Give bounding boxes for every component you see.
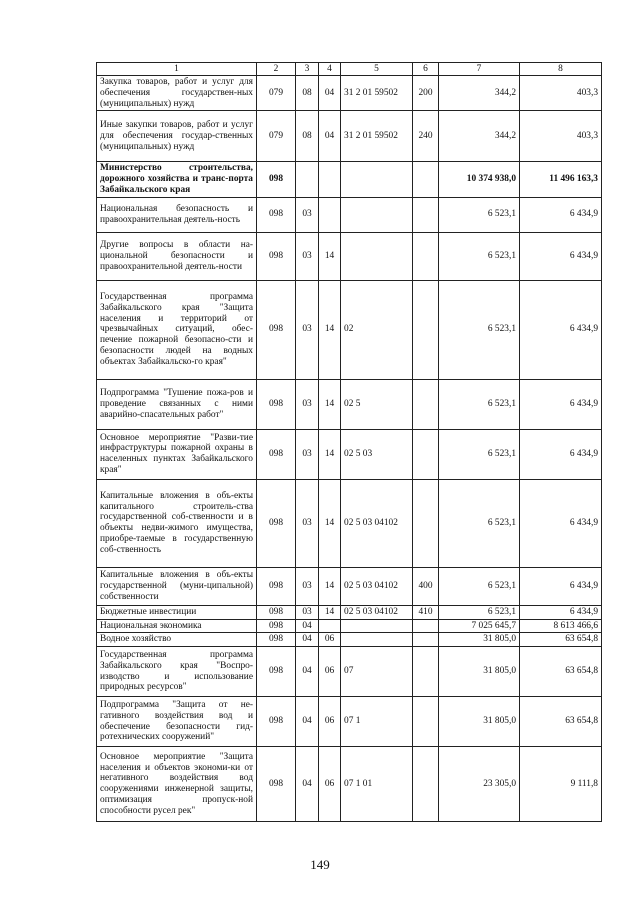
row-name-cell: Водное хозяйство (97, 633, 257, 647)
row-name-cell: Министерство строительства, дорожного хозяйства и транс-порта Забайкальского края (97, 162, 257, 197)
target-article-cell: 07 1 (341, 697, 413, 747)
expense-type-cell (413, 379, 439, 429)
section-cell: 03 (296, 197, 319, 232)
admin-code-cell: 098 (257, 647, 296, 697)
amount-year2-cell: 6 434,9 (520, 280, 602, 379)
expense-type-cell: 200 (413, 76, 439, 111)
admin-code-cell: 098 (257, 197, 296, 232)
amount-year1-cell: 7 025 645,7 (439, 619, 520, 633)
header-cell: 7 (439, 63, 520, 76)
amount-year2-cell: 11 496 163,3 (520, 162, 602, 197)
section-cell (296, 162, 319, 197)
expense-type-cell (413, 633, 439, 647)
target-article-cell: 07 (341, 647, 413, 697)
section-cell: 04 (296, 747, 319, 822)
subsection-cell: 04 (319, 76, 341, 111)
table-row (97, 111, 602, 162)
amount-year2-cell: 63 654,8 (520, 697, 602, 747)
row-name-cell: Подпрограмма "Защита от не-гативного воздействия вод и обеспечение безопасности гид-ротехнических сооружений" (97, 697, 257, 747)
amount-year2-cell: 403,3 (520, 111, 602, 162)
expense-type-cell (413, 197, 439, 232)
amount-year2-cell: 6 434,9 (520, 379, 602, 429)
admin-code-cell: 098 (257, 697, 296, 747)
section-cell: 03 (296, 605, 319, 619)
amount-year2-cell: 6 434,9 (520, 232, 602, 280)
admin-code-cell: 079 (257, 111, 296, 162)
subsection-cell: 06 (319, 633, 341, 647)
admin-code-cell: 098 (257, 280, 296, 379)
target-article-cell (341, 197, 413, 232)
table-row (97, 605, 602, 619)
row-name-cell: Бюджетные инвестиции (97, 605, 257, 619)
amount-year1-cell: 344,2 (439, 76, 520, 111)
expense-type-cell (413, 747, 439, 822)
amount-year2-cell: 63 654,8 (520, 633, 602, 647)
header-cell: 8 (520, 63, 602, 76)
row-name-cell: Государственная программа Забайкальского края "Воспро-изводство и использование природных ресурсов" (97, 647, 257, 697)
section-cell: 03 (296, 567, 319, 605)
subsection-cell (319, 197, 341, 232)
header-cell: 4 (319, 63, 341, 76)
target-article-cell: 31 2 01 59502 (341, 76, 413, 111)
table-row (97, 379, 602, 429)
subsection-cell: 14 (319, 567, 341, 605)
table-row (97, 619, 602, 633)
expense-type-cell (413, 619, 439, 633)
amount-year1-cell: 6 523,1 (439, 605, 520, 619)
section-cell: 08 (296, 76, 319, 111)
section-cell: 03 (296, 479, 319, 567)
admin-code-cell: 098 (257, 479, 296, 567)
target-article-cell: 02 5 03 04102 (341, 605, 413, 619)
subsection-cell: 14 (319, 232, 341, 280)
amount-year2-cell: 8 613 466,6 (520, 619, 602, 633)
target-article-cell (341, 162, 413, 197)
admin-code-cell: 098 (257, 567, 296, 605)
section-cell: 08 (296, 111, 319, 162)
target-article-cell: 02 5 (341, 379, 413, 429)
expense-type-cell: 240 (413, 111, 439, 162)
section-cell: 03 (296, 280, 319, 379)
table-row (97, 162, 602, 197)
section-cell: 03 (296, 232, 319, 280)
amount-year1-cell: 6 523,1 (439, 197, 520, 232)
target-article-cell: 02 5 03 04102 (341, 567, 413, 605)
amount-year1-cell: 6 523,1 (439, 280, 520, 379)
section-cell: 03 (296, 429, 319, 479)
subsection-cell: 06 (319, 647, 341, 697)
amount-year2-cell: 9 111,8 (520, 747, 602, 822)
expense-type-cell (413, 479, 439, 567)
table-row (97, 697, 602, 747)
table-row (97, 232, 602, 280)
budget-table (96, 62, 602, 822)
section-cell: 04 (296, 633, 319, 647)
table-row (97, 197, 602, 232)
amount-year2-cell: 6 434,9 (520, 479, 602, 567)
subsection-cell: 14 (319, 379, 341, 429)
amount-year2-cell: 6 434,9 (520, 605, 602, 619)
row-name-cell: Национальная безопасность и правоохранительная деятель-ность (97, 197, 257, 232)
amount-year1-cell: 6 523,1 (439, 567, 520, 605)
section-cell: 04 (296, 619, 319, 633)
amount-year1-cell: 10 374 938,0 (439, 162, 520, 197)
amount-year2-cell: 403,3 (520, 76, 602, 111)
row-name-cell: Капитальные вложения в объ-екты капитального строитель-ства государственной соб-ственности и в объекты недви-жимого имущества, приобре-таемые в государственную соб-ственность (97, 479, 257, 567)
header-cell: 2 (257, 63, 296, 76)
admin-code-cell: 079 (257, 76, 296, 111)
amount-year2-cell: 6 434,9 (520, 429, 602, 479)
amount-year1-cell: 6 523,1 (439, 232, 520, 280)
admin-code-cell: 098 (257, 162, 296, 197)
subsection-cell: 06 (319, 697, 341, 747)
subsection-cell (319, 162, 341, 197)
expense-type-cell (413, 697, 439, 747)
target-article-cell (341, 619, 413, 633)
table-row (97, 429, 602, 479)
target-article-cell: 02 5 03 (341, 429, 413, 479)
amount-year2-cell: 63 654,8 (520, 647, 602, 697)
admin-code-cell: 098 (257, 619, 296, 633)
subsection-cell: 04 (319, 111, 341, 162)
table-row (97, 633, 602, 647)
subsection-cell: 06 (319, 747, 341, 822)
subsection-cell: 14 (319, 429, 341, 479)
subsection-cell: 14 (319, 479, 341, 567)
header-cell: 6 (413, 63, 439, 76)
row-name-cell: Государственная программа Забайкальского края "Защита населения и территорий от чрезвычайных ситуаций, обес-печение пожарной безопасно-сти и безопасности людей на водных объектах Забайкальско-го края" (97, 280, 257, 379)
expense-type-cell (413, 162, 439, 197)
table-row (97, 647, 602, 697)
header-cell: 3 (296, 63, 319, 76)
amount-year2-cell: 6 434,9 (520, 197, 602, 232)
amount-year2-cell: 6 434,9 (520, 567, 602, 605)
header-cell: 1 (97, 63, 257, 76)
amount-year1-cell: 31 805,0 (439, 697, 520, 747)
subsection-cell (319, 619, 341, 633)
expense-type-cell: 410 (413, 605, 439, 619)
amount-year1-cell: 6 523,1 (439, 479, 520, 567)
row-name-cell: Основное мероприятие "Разви-тие инфраструктуры пожарной охраны в населенных пунктах Забайкальского края" (97, 429, 257, 479)
admin-code-cell: 098 (257, 429, 296, 479)
row-name-cell: Капитальные вложения в объ-екты государственной (муни-ципальной) собственности (97, 567, 257, 605)
row-name-cell: Закупка товаров, работ и услуг для обеспечения государствен-ных (муниципальных) нужд (97, 76, 257, 111)
expense-type-cell (413, 647, 439, 697)
admin-code-cell: 098 (257, 605, 296, 619)
amount-year1-cell: 6 523,1 (439, 429, 520, 479)
subsection-cell: 14 (319, 280, 341, 379)
target-article-cell: 31 2 01 59502 (341, 111, 413, 162)
table-row (97, 280, 602, 379)
row-name-cell: Национальная экономика (97, 619, 257, 633)
amount-year1-cell: 344,2 (439, 111, 520, 162)
admin-code-cell: 098 (257, 747, 296, 822)
table-header-row (97, 63, 602, 76)
amount-year1-cell: 31 805,0 (439, 647, 520, 697)
amount-year1-cell: 6 523,1 (439, 379, 520, 429)
section-cell: 04 (296, 647, 319, 697)
expense-type-cell: 400 (413, 567, 439, 605)
expense-type-cell (413, 280, 439, 379)
target-article-cell (341, 633, 413, 647)
admin-code-cell: 098 (257, 633, 296, 647)
expense-type-cell (413, 232, 439, 280)
row-name-cell: Другие вопросы в области на-циональной безопасности и правоохранительной деятель-ности (97, 232, 257, 280)
target-article-cell: 07 1 01 (341, 747, 413, 822)
admin-code-cell: 098 (257, 379, 296, 429)
target-article-cell: 02 5 03 04102 (341, 479, 413, 567)
table-row (97, 76, 602, 111)
table-row (97, 567, 602, 605)
table-row (97, 747, 602, 822)
row-name-cell: Основное мероприятие "Защита населения и объектов экономи-ки от негативного воздействия вод сооружениями инженерной защиты, оптимизация пропуск-ной способности русел рек" (97, 747, 257, 822)
amount-year1-cell: 31 805,0 (439, 633, 520, 647)
amount-year1-cell: 23 305,0 (439, 747, 520, 822)
admin-code-cell: 098 (257, 232, 296, 280)
page-number: 149 (310, 857, 330, 872)
row-name-cell: Подпрограмма "Тушение пожа-ров и проведение связанных с ними аварийно-спасательных работ" (97, 379, 257, 429)
section-cell: 03 (296, 379, 319, 429)
header-cell: 5 (341, 63, 413, 76)
section-cell: 04 (296, 697, 319, 747)
table-row (97, 479, 602, 567)
target-article-cell: 02 (341, 280, 413, 379)
target-article-cell (341, 232, 413, 280)
expense-type-cell (413, 429, 439, 479)
row-name-cell: Иные закупки товаров, работ и услуг для обеспечения государ-ственных (муниципальных) нужд (97, 111, 257, 162)
subsection-cell: 14 (319, 605, 341, 619)
